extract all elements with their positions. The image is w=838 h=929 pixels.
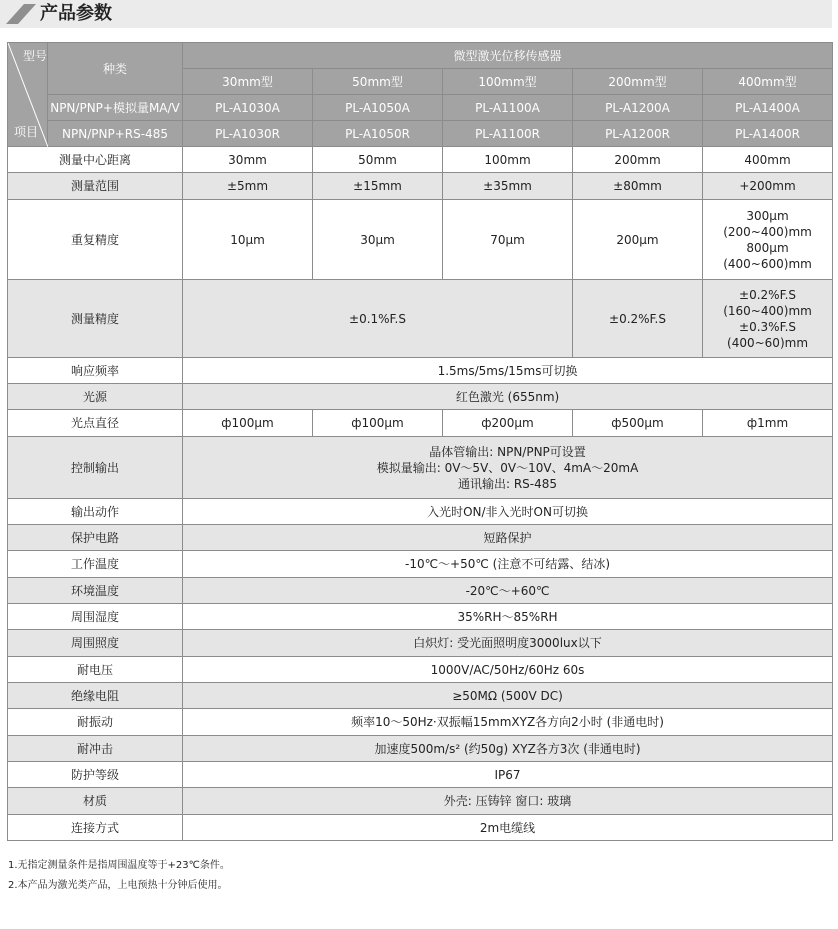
row-label: 周围照度 — [8, 630, 183, 657]
model-code: PL-A1200R — [573, 121, 703, 147]
table-row — [8, 200, 833, 280]
row-label: 测量范围 — [8, 173, 183, 200]
row-label: 工作温度 — [8, 551, 183, 578]
slash-decoration-icon — [6, 4, 36, 24]
table-row — [8, 358, 833, 384]
cell-value: ≥50MΩ (500V DC) — [183, 683, 833, 709]
cell-value: -20℃～+60℃ — [183, 578, 833, 604]
model-code: PL-A1100A — [443, 95, 573, 121]
cell-value: ±35mm — [443, 173, 573, 200]
cell-value: ф100μm — [313, 410, 443, 437]
model-cell: 400mm型 — [703, 69, 833, 95]
cell-value: 外壳: 压铸锌 窗口: 玻璃 — [183, 788, 833, 815]
table-row — [8, 736, 833, 762]
cell-value: IP67 — [183, 762, 833, 788]
page-title: 产品参数 — [40, 3, 112, 24]
row-label: 环境温度 — [8, 578, 183, 604]
line: ±0.2%F.S — [739, 287, 796, 302]
table-row — [8, 95, 833, 121]
table-row — [8, 499, 833, 525]
cell-value: 30mm — [183, 147, 313, 173]
model-code: PL-A1400A — [703, 95, 833, 121]
row-label: 保护电路 — [8, 525, 183, 551]
row-label: 重复精度 — [8, 200, 183, 280]
line: 通讯输出: RS-485 — [457, 476, 558, 491]
corner-item-label: 项目 — [14, 125, 39, 139]
cell-value: 短路保护 — [183, 525, 833, 551]
cell-value: ±0.2%F.S — [573, 280, 703, 358]
cell-value: ф200μm — [443, 410, 573, 437]
cell-value: ±80mm — [573, 173, 703, 200]
cell-value: 红色激光 (655nm) — [183, 384, 833, 410]
table-row — [8, 709, 833, 736]
model-code: PL-A1030R — [183, 121, 313, 147]
line: 晶体管输出: NPN/PNP可设置 — [429, 444, 586, 459]
cell-value-multiline — [703, 280, 833, 358]
cell-value: 400mm — [703, 147, 833, 173]
cell-value: 白炽灯: 受光面照明度3000lux以下 — [183, 630, 833, 657]
line: 模拟量输出: 0V～5V、0V～10V、4mA～20mA — [376, 460, 639, 475]
row-label: 控制输出 — [8, 437, 183, 499]
footnotes — [8, 856, 230, 896]
row-label: 连接方式 — [8, 815, 183, 841]
model-cell: 30mm型 — [183, 69, 313, 95]
footnote: 2.本产品为激光类产品，上电预热十分钟后使用。 — [8, 880, 228, 891]
cell-value: -10℃～+50℃ (注意不可结露、结冰) — [183, 551, 833, 578]
cell-value-multiline — [183, 437, 833, 499]
table-row — [8, 578, 833, 604]
row-label: 材质 — [8, 788, 183, 815]
cell-value: ф500μm — [573, 410, 703, 437]
row-label: 绝缘电阻 — [8, 683, 183, 709]
row-label: 周围湿度 — [8, 604, 183, 630]
row-label: 耐振动 — [8, 709, 183, 736]
cell-value: 200mm — [573, 147, 703, 173]
cell-value: ±5mm — [183, 173, 313, 200]
table-row — [8, 525, 833, 551]
cell-value-multiline — [703, 200, 833, 280]
model-code: PL-A1200A — [573, 95, 703, 121]
row-label: 输出动作 — [8, 499, 183, 525]
table-row — [8, 657, 833, 683]
row-label: 测量精度 — [8, 280, 183, 358]
table-row — [8, 762, 833, 788]
spec-table — [7, 42, 833, 841]
cell-value: 入光时ON/非入光时ON可切换 — [183, 499, 833, 525]
table-row — [8, 280, 833, 358]
line: 800μm — [746, 240, 789, 255]
model-code: PL-A1050A — [313, 95, 443, 121]
line: (160~400)mm — [723, 303, 812, 318]
cell-value: 频率10～50Hz·双振幅15mmXYZ各方向2小时 (非通电时) — [183, 709, 833, 736]
model-code: PL-A1400R — [703, 121, 833, 147]
cell-value: 1.5ms/5ms/15ms可切换 — [183, 358, 833, 384]
table-row — [8, 604, 833, 630]
table-row — [8, 43, 833, 69]
table-row — [8, 121, 833, 147]
cell-value: 35%RH～85%RH — [183, 604, 833, 630]
cell-value: 2m电缆线 — [183, 815, 833, 841]
line: (400~60)mm — [727, 335, 809, 350]
product-name: 微型激光位移传感器 — [183, 43, 833, 69]
row-label: 响应频率 — [8, 358, 183, 384]
cell-value: 70μm — [443, 200, 573, 280]
cell-value: 100mm — [443, 147, 573, 173]
table-row — [8, 437, 833, 499]
variant-a-label: NPN/PNP+模拟量MA/V — [48, 95, 183, 121]
line: 300μm — [746, 208, 789, 223]
model-cell: 200mm型 — [573, 69, 703, 95]
row-label: 耐电压 — [8, 657, 183, 683]
type-label: 种类 — [48, 43, 183, 95]
cell-value: 200μm — [573, 200, 703, 280]
cell-value: 30μm — [313, 200, 443, 280]
row-label: 防护等级 — [8, 762, 183, 788]
cell-value: +200mm — [703, 173, 833, 200]
table-row — [8, 147, 833, 173]
table-row — [8, 788, 833, 815]
table-row — [8, 683, 833, 709]
table-row — [8, 630, 833, 657]
row-label: 耐冲击 — [8, 736, 183, 762]
cell-value: 50mm — [313, 147, 443, 173]
row-label: 测量中心距离 — [8, 147, 183, 173]
model-code: PL-A1100R — [443, 121, 573, 147]
cell-value: ф1mm — [703, 410, 833, 437]
corner-model-label: 型号 — [23, 49, 48, 63]
footnote: 1.无指定测量条件是指周围温度等于+23℃条件。 — [8, 860, 230, 871]
line: (400~600)mm — [723, 256, 812, 271]
section-header — [0, 0, 832, 28]
table-row — [8, 815, 833, 841]
variant-r-label: NPN/PNP+RS-485 — [48, 121, 183, 147]
table-row — [8, 410, 833, 437]
cell-value: 1000V/AC/50Hz/60Hz 60s — [183, 657, 833, 683]
corner-cell — [8, 43, 48, 147]
model-code: PL-A1030A — [183, 95, 313, 121]
cell-value: 加速度500m/s² (约50g) XYZ各方3次 (非通电时) — [183, 736, 833, 762]
cell-value: ±0.1%F.S — [183, 280, 573, 358]
line: (200~400)mm — [723, 224, 812, 239]
table-row — [8, 384, 833, 410]
table-row — [8, 551, 833, 578]
cell-value: 10μm — [183, 200, 313, 280]
table-row — [8, 173, 833, 200]
model-code: PL-A1050R — [313, 121, 443, 147]
row-label: 光源 — [8, 384, 183, 410]
cell-value: ±15mm — [313, 173, 443, 200]
cell-value: ф100μm — [183, 410, 313, 437]
model-cell: 100mm型 — [443, 69, 573, 95]
row-label: 光点直径 — [8, 410, 183, 437]
model-cell: 50mm型 — [313, 69, 443, 95]
line: ±0.3%F.S — [739, 319, 796, 334]
